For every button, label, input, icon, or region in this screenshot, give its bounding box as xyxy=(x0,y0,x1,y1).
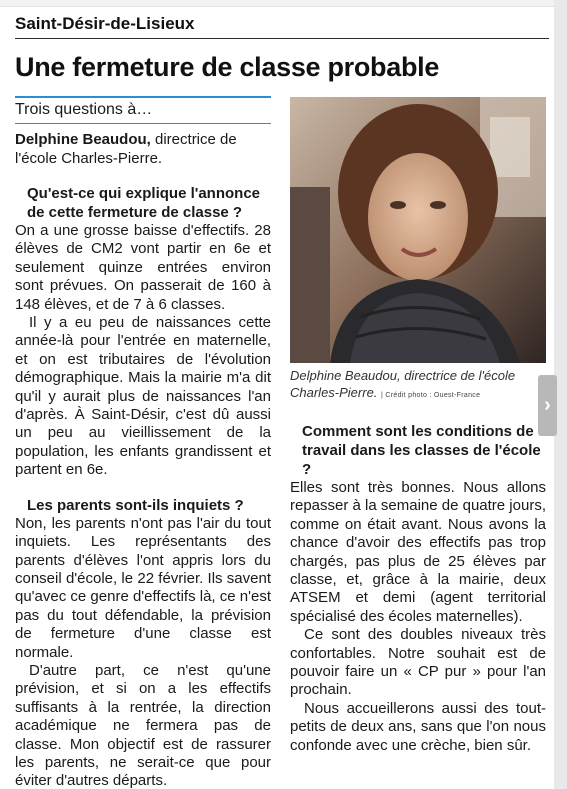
intro-title: Trois questions à… xyxy=(15,101,153,118)
article-headline: Une fermeture de classe probable xyxy=(15,52,440,82)
interviewee-name: Delphine Beaudou, xyxy=(15,131,151,148)
answer-2-paragraph-1: Non, les parents n'ont pas l'air du tout inquiets. Les représentants des parents d'élèves l'ont appris lors du conseil d'école, le 22 février. Ils savent qu'avec ce genre d'effectifs là, ce n'est pas du tout défendable, la prévision de fermeture d'une classe est normale. xyxy=(15,514,271,661)
intro-top-rule xyxy=(15,96,271,98)
right-column xyxy=(290,97,546,755)
answer-3-paragraph-1: Elles sont très bonnes. Nous allons repasser à la semaine de quatre jours, comme on était avant. Nous avons la chance d'avoir des effectifs pas trop chargés, pas plus de 25 élèves par classe, et, grâce à la mairie, deux ATSEM et demi (agent territorial spécialisé des écoles maternelles). xyxy=(290,479,546,625)
caption-text: Delphine Beaudou, directrice de l'école Charles-Pierre. xyxy=(290,368,516,400)
answer-1-paragraph-1: On a une grosse baisse d'effectifs. 28 élèves de CM2 vont partir en 6e et seulement quinze entrées environ sont prévues. On passerait de 160 à 148 élèves, et de 7 à 6 classes. xyxy=(15,222,271,313)
top-strip xyxy=(0,0,554,7)
photo-credit: | Crédit photo : Ouest-France xyxy=(381,392,481,399)
portrait-illustration xyxy=(290,97,546,363)
intro-bottom-rule xyxy=(15,123,271,124)
portrait-photo xyxy=(290,97,546,363)
answer-3-paragraph-2: Ce sont des doubles niveaux très confortables. Notre souhait est de pouvoir faire un « CP pur » pour l'an prochain. xyxy=(290,626,546,699)
answer-2-paragraph-2: D'autre part, ce n'est qu'une prévision, et si on a les effectifs suffisants à la rentrée, la direction académique ne fermera pas de classe. Mon objectif est de rassurer les parents, ne serait-ce que pour éviter d'autres départs. xyxy=(15,661,271,789)
question-2: Les parents sont-ils inquiets ? xyxy=(27,496,244,514)
photo-caption xyxy=(290,367,546,404)
locality-heading: Saint-Désir-de-Lisieux xyxy=(15,14,195,33)
question-3: Comment sont les conditions de travail dans les classes de l'école ? xyxy=(302,423,541,478)
next-page-button[interactable] xyxy=(538,375,557,436)
locality-rule xyxy=(15,38,549,39)
chevron-right-icon: › xyxy=(544,394,551,416)
answer-3-paragraph-3: Nous accueillerons aussi des tout-petits de deux ans, sans que l'on nous confonde avec une crèche, bien sûr. xyxy=(290,699,546,754)
question-1: Qu'est-ce qui explique l'annonce de cette fermeture de classe ? xyxy=(27,185,261,221)
interviewee-intro xyxy=(15,130,271,168)
left-column xyxy=(15,96,271,789)
answer-1-paragraph-2: Il y a eu peu de naissances cette année-là pour l'entrée en maternelle, et on est tributaires de l'évolution démographique. Mais la mairie m'a dit qu'il y aurait plus de naissances l'an d'après. À Saint-Désir, c'est dû aussi un peu au vieillissement de la population, les enfants grandissent et partent en 6e. xyxy=(15,314,271,479)
interviewee-role: directrice de l'école Charles-Pierre. xyxy=(15,131,237,167)
